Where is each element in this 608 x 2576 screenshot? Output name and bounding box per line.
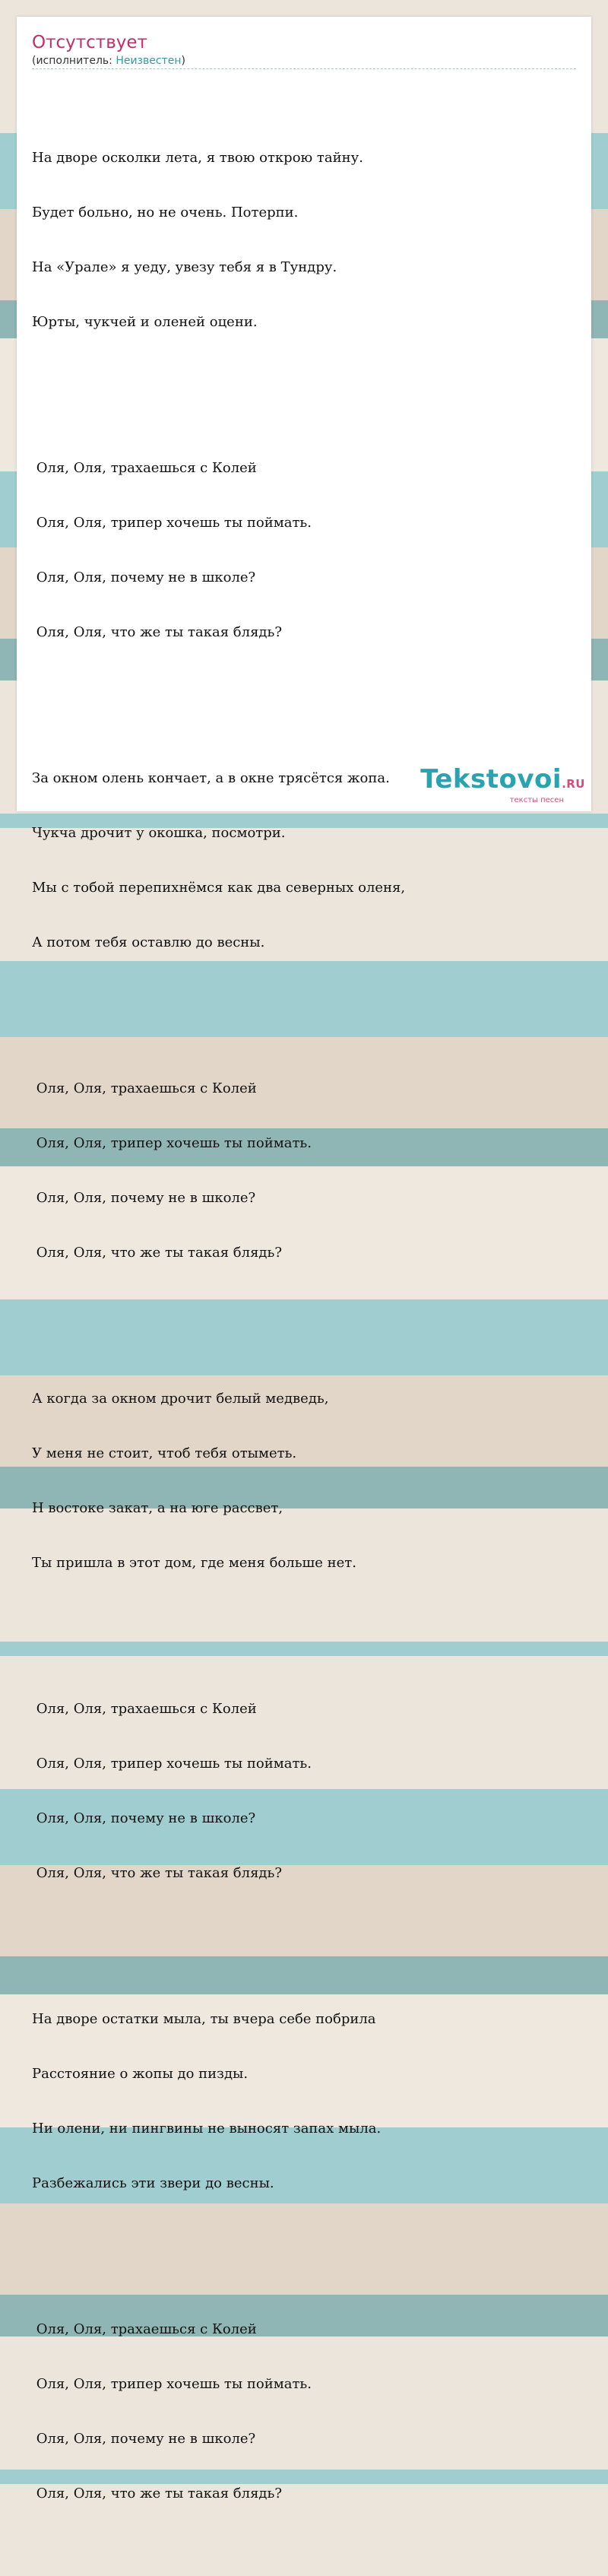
chorus xyxy=(32,1043,576,1299)
lyric-line: Оля, Оля, что же ты такая блядь? xyxy=(32,1865,282,1881)
lyric-line: Будет больно, но не очень. Потерпи. xyxy=(32,205,299,220)
lyric-line: На «Урале» я уеду, увезу тебя я в Тундру. xyxy=(32,259,337,275)
lyric-line: За окном олень кончает, а в окне трясётся жопа. xyxy=(32,770,390,786)
lyric-line: Оля, Оля, почему не в школе? xyxy=(32,1810,256,1826)
lyric-line: На дворе осколки лета, я твою открою тайну. xyxy=(32,150,363,166)
lyric-line: На дворе остатки мыла, ты вчера себе побрила xyxy=(32,2011,376,2027)
chorus xyxy=(32,423,576,678)
divider xyxy=(32,68,576,69)
lyric-line: Оля, Оля, трипер хочешь ты поймать. xyxy=(32,515,312,531)
logo-domain: .RU xyxy=(562,777,585,791)
lyric-line: Чукча дрочит у окошка, посмотри. xyxy=(32,825,286,841)
lyric-line: Ты пришла в этот дом, где меня больше нет. xyxy=(32,1555,356,1571)
lyric-line: Оля, Оля, трахаешься с Колей xyxy=(32,1701,257,1717)
lyric-line: Ни олени, ни пингвины не выносят запах мыла. xyxy=(32,2121,382,2137)
lyric-line: А потом тебя оставлю до весны. xyxy=(32,934,265,950)
song-title: Отсутствует xyxy=(32,33,147,52)
lyric-line: Оля, Оля, трипер хочешь ты поймать. xyxy=(32,2376,312,2392)
lyric-line: Разбежались эти звери до весны. xyxy=(32,2175,274,2191)
chorus xyxy=(32,2284,576,2540)
lyric-line: Н востоке закат, а на юге рассвет, xyxy=(32,1500,283,1516)
lyric-line: Юрты, чукчей и оленей оцени. xyxy=(32,314,258,330)
lyrics-body xyxy=(32,76,576,2576)
artist-prefix: (исполнитель: xyxy=(32,55,116,67)
lyric-line: А когда за окном дрочит белый медведь, xyxy=(32,1391,329,1407)
lyric-line: Оля, Оля, трахаешься с Колей xyxy=(32,2321,257,2337)
lyric-line: Расстояние о жопы до пизды. xyxy=(32,2066,249,2082)
chorus xyxy=(32,1664,576,1919)
lyric-line: У меня не стоит, чтоб тебя отыметь. xyxy=(32,1445,297,1461)
logo-tagline: тексты песен xyxy=(509,796,564,804)
lyric-line: Оля, Оля, трахаешься с Колей xyxy=(32,460,257,476)
site-logo[interactable] xyxy=(420,766,585,805)
artist-link[interactable]: Неизвестен xyxy=(116,55,182,67)
lyrics-card xyxy=(17,17,591,2501)
lyric-line: Оля, Оля, трахаешься с Колей xyxy=(32,1080,257,1096)
stanza xyxy=(32,113,576,368)
lyric-line: Мы с тобой перепихнёмся как два северных оленя, xyxy=(32,880,406,896)
logo-wordmark xyxy=(420,766,585,798)
artist-suffix: ) xyxy=(181,55,185,67)
stanza xyxy=(32,1974,576,2229)
logo-name: Tekstovoi xyxy=(420,764,562,795)
artist-line xyxy=(32,54,185,68)
lyric-line: Оля, Оля, что же ты такая блядь? xyxy=(32,1245,282,1261)
lyric-line: Оля, Оля, почему не в школе? xyxy=(32,1190,256,1206)
stanza xyxy=(32,1353,576,1609)
lyric-line: Оля, Оля, трипер хочешь ты поймать. xyxy=(32,1756,312,1772)
lyric-line: Оля, Оля, трипер хочешь ты поймать. xyxy=(32,1135,312,1151)
lyric-line: Оля, Оля, почему не в школе? xyxy=(32,2431,256,2447)
lyric-line: Оля, Оля, что же ты такая блядь? xyxy=(32,2486,282,2501)
lyric-line: Оля, Оля, что же ты такая блядь? xyxy=(32,624,282,640)
lyric-line: Оля, Оля, почему не в школе? xyxy=(32,569,256,585)
